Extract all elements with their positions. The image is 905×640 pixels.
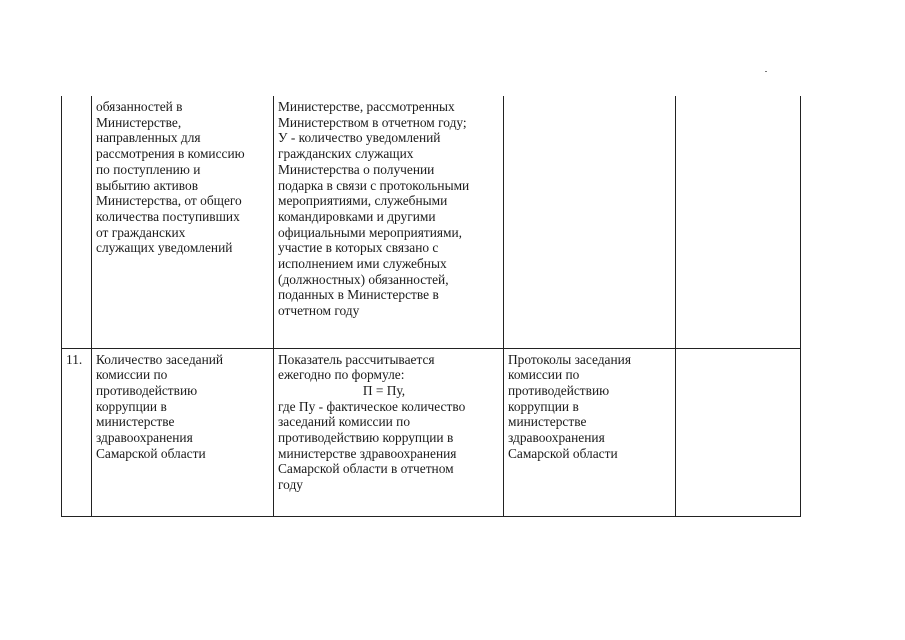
scan-speck	[765, 71, 767, 72]
text-line: подарка в связи с протокольными	[278, 177, 470, 193]
row-number-cell	[62, 96, 92, 348]
text-line: ежегодно по формуле:	[278, 367, 405, 383]
text-line: коррупции в	[508, 398, 579, 414]
text-line: Министерством в отчетном году;	[278, 114, 467, 130]
text-line: коррупции в	[96, 398, 167, 414]
text-line: Министерстве, рассмотренных	[278, 99, 455, 114]
row-number-cell: 11.	[62, 348, 92, 516]
text-line: служащих уведомлений	[96, 240, 233, 256]
text-line: Протоколы заседания	[508, 351, 631, 367]
text-line: здравоохранения	[508, 430, 605, 446]
indicator-table	[61, 96, 801, 517]
calculation-method-cell	[274, 348, 504, 516]
text-line: мероприятиями, служебными	[278, 193, 448, 209]
text-line: У - количество уведомлений	[278, 130, 441, 146]
text-line: противодействию коррупции в	[278, 430, 454, 446]
text-line: комиссии по	[508, 367, 580, 383]
text-line: здравоохранения	[96, 430, 193, 446]
text-line: Министерства, от общего	[96, 193, 242, 209]
text-line: гражданских служащих	[278, 146, 414, 162]
text-line: участие в которых связано с	[278, 240, 439, 256]
text-line: Министерства о получении	[278, 161, 435, 177]
text-line: министерстве здравоохранения	[278, 445, 457, 461]
extra-cell	[676, 96, 801, 348]
data-source-cell	[504, 96, 676, 348]
text-line: от гражданских	[96, 224, 186, 240]
text-line: министерстве	[508, 414, 587, 430]
data-source-cell	[504, 348, 676, 516]
method-explanation	[278, 399, 500, 493]
text-line: направленных для	[96, 130, 201, 146]
text-line: Самарской области	[508, 445, 618, 461]
text-line: Самарской области	[96, 445, 206, 461]
indicator-name-cell	[92, 348, 274, 516]
text-line: обязанностей в	[96, 99, 183, 114]
text-line: противодействию	[508, 382, 610, 398]
text-line: (должностных) обязанностей,	[278, 271, 449, 287]
text-line: Показатель рассчитывается	[278, 351, 435, 367]
text-line: Количество заседаний	[96, 351, 224, 367]
table-row	[62, 96, 801, 348]
text-line: где Пу - фактическое количество	[278, 398, 466, 414]
indicator-name-cell	[92, 96, 274, 348]
text-line: количества поступивших	[96, 208, 240, 224]
text-line: выбытию активов	[96, 177, 199, 193]
formula-line: П = Пу,	[362, 382, 406, 398]
text-line: заседаний комиссии по	[278, 414, 411, 430]
text-line: Самарской области в отчетном	[278, 461, 454, 477]
text-line: году	[278, 477, 303, 493]
text-line: поданных в Министерстве в	[278, 287, 439, 303]
text-line: исполнением ими служебных	[278, 256, 447, 272]
table-row	[62, 348, 801, 516]
text-line: министерстве	[96, 414, 175, 430]
text-line: Министерстве,	[96, 114, 182, 130]
text-line: комиссии по	[96, 367, 168, 383]
text-line: отчетном году	[278, 303, 360, 319]
text-line: рассмотрения в комиссию	[96, 146, 245, 162]
text-line: официальными мероприятиями,	[278, 224, 463, 240]
method-intro	[278, 352, 500, 383]
extra-cell	[676, 348, 801, 516]
text-line: командировками и другими	[278, 208, 436, 224]
text-line: противодействию	[96, 382, 198, 398]
text-line: по поступлению и	[96, 161, 201, 177]
calculation-method-cell	[274, 96, 504, 348]
